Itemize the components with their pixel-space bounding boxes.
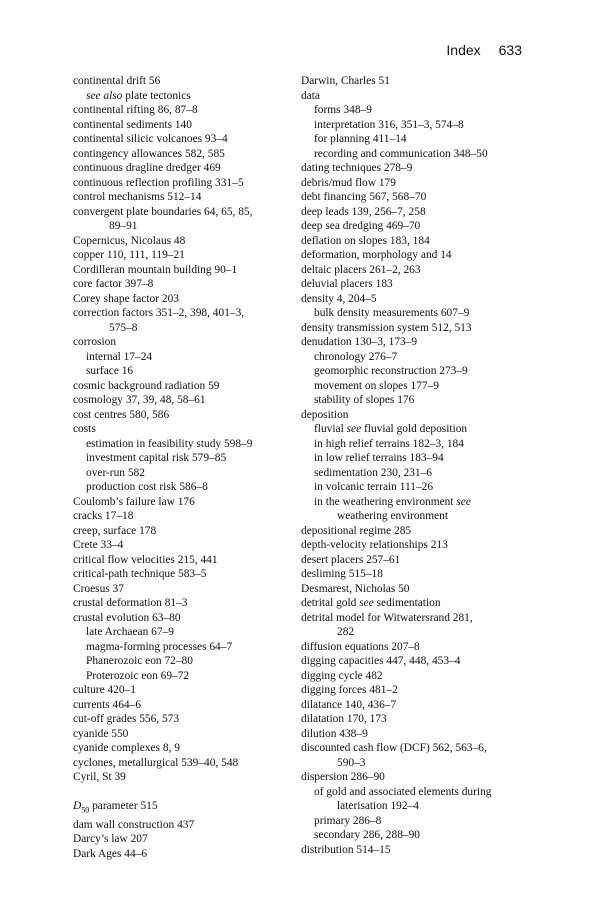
index-subentry: in high relief terrains 182–3, 184: [314, 437, 464, 450]
index-entry-continuation: weathering environment: [337, 510, 449, 522]
index-subentry: secondary 286, 288–90: [314, 829, 420, 841]
index-entry: cosmic background radiation 59: [73, 379, 220, 392]
index-entry: deflation on slopes 183, 184: [301, 234, 430, 247]
index-entry: diffusion equations 207–8: [301, 640, 420, 653]
index-entry: continental silicic volcanoes 93–4: [73, 133, 228, 145]
index-subentry: over-run 582: [86, 466, 145, 479]
index-entry: Dark Ages 44–6: [73, 847, 148, 860]
index-subentry: Phanerozoic eon 72–80: [86, 655, 193, 667]
index-entry: dilution 438–9: [301, 727, 368, 740]
index-entry: corrosion: [73, 336, 117, 348]
index-entry: control mechanisms 512–14: [73, 191, 202, 203]
running-header-title: Index: [446, 42, 481, 58]
index-subentry: see also plate tectonics: [86, 89, 191, 102]
index-entry-continuation: laterisation 192–4: [337, 800, 419, 812]
index-entry: contingency allowances 582, 585: [73, 147, 225, 160]
page-number: 633: [498, 42, 522, 58]
index-subentry: Proterozoic eon 69–72: [86, 669, 190, 682]
index-entry: deformation, morphology and 14: [301, 249, 452, 261]
index-entry: continuous dragline dredger 469: [73, 162, 221, 174]
index-entry: dilatation 170, 173: [301, 713, 387, 725]
index-entry: costs: [73, 423, 96, 435]
index-entry: dilatance 140, 436–7: [301, 698, 397, 711]
letter-group-gap: [73, 785, 305, 800]
index-subentry: in volcanic terrain 111–26: [314, 481, 434, 493]
index-entry: denudation 130–3, 173–9: [301, 336, 418, 348]
index-entry: Darcy’s law 207: [73, 833, 148, 846]
index-entry-continuation: 590–3: [337, 756, 366, 769]
index-entry: Cordilleran mountain building 90–1: [73, 263, 238, 276]
index-entry: dating techniques 278–9: [301, 162, 413, 174]
index-entry: convergent plate boundaries 64, 65, 85,: [73, 205, 253, 218]
index-entry: depositional regime 285: [301, 524, 412, 537]
index-entry-continuation: 575–8: [109, 321, 138, 334]
index-subentry: geomorphic reconstruction 273–9: [314, 365, 468, 377]
index-entry: deltaic placers 261–2, 263: [301, 263, 421, 276]
index-entry: dam wall construction 437: [73, 818, 195, 831]
index-subentry: movement on slopes 177–9: [314, 379, 439, 392]
index-entry: deep leads 139, 256–7, 258: [301, 205, 426, 218]
index-entry: distribution 514–15: [301, 843, 391, 856]
index-entry: copper 110, 111, 119–21: [73, 249, 185, 261]
index-entry: desliming 515–18: [301, 568, 383, 580]
index-subentry: interpretation 316, 351–3, 574–8: [314, 118, 464, 131]
index-entry-continuation: 282: [337, 626, 355, 638]
index-entry: crustal deformation 81–3: [73, 597, 188, 609]
index-entry: Coulomb’s failure law 176: [73, 495, 195, 508]
index-subentry: internal 17–24: [86, 350, 153, 363]
index-subentry: for planning 411–14: [314, 133, 407, 145]
index-entry: cosmology 37, 39, 48, 58–61: [73, 394, 206, 406]
index-entry: culture 420–1: [73, 684, 136, 696]
index-entry: continental sediments 140: [73, 118, 192, 131]
index-entry: Darwin, Charles 51: [301, 75, 390, 87]
index-entry: density 4, 204–5: [301, 292, 377, 305]
index-entry: creep, surface 178: [73, 524, 157, 537]
index-entry: digging cycle 482: [301, 669, 383, 682]
index-entry: density transmission system 512, 513: [301, 321, 472, 334]
index-entry: cracks 17–18: [73, 510, 134, 522]
index-entry: deep sea dredging 469–70: [301, 220, 421, 232]
index-entry: digging forces 481–2: [301, 684, 398, 696]
index-subentry: production cost risk 586–8: [86, 481, 208, 493]
index-entry: discounted cash flow (DCF) 562, 563–6,: [301, 742, 487, 754]
index-entry: desert placers 257–61: [301, 553, 401, 566]
index-entry: Desmarest, Nicholas 50: [301, 582, 410, 595]
index-entry: $D_{50}$ parameter 515: [73, 800, 158, 815]
index-subentry: bulk density measurements 607–9: [314, 307, 470, 319]
index-column-right: [301, 74, 533, 857]
running-header: [446, 42, 522, 58]
index-entry: detrital model for Witwatersrand 281,: [301, 611, 473, 624]
index-subentry: estimation in feasibility study 598–9: [86, 437, 253, 450]
index-entry: Corey shape factor 203: [73, 292, 179, 305]
index-entry: Cyril, St 39: [73, 771, 126, 783]
index-entry: digging capacities 447, 448, 453–4: [301, 655, 461, 667]
index-column-left: [73, 74, 305, 861]
index-entry: correction factors 351–2, 398, 401–3,: [73, 307, 245, 319]
index-entry: critical-path technique 583–5: [73, 568, 207, 580]
index-entry: deposition: [301, 408, 349, 421]
index-entry: detrital gold see sedimentation: [301, 597, 441, 609]
index-entry: crustal evolution 63–80: [73, 611, 181, 624]
index-entry: continental drift 56: [73, 75, 161, 87]
index-entry: critical flow velocities 215, 441: [73, 553, 218, 566]
index-entry: cut-off grades 556, 573: [73, 713, 180, 725]
index-entry: currents 464–6: [73, 698, 142, 711]
index-entry: depth-velocity relationships 213: [301, 539, 448, 551]
index-entry: debt financing 567, 568–70: [301, 191, 427, 203]
index-entry: cyanide complexes 8, 9: [73, 742, 180, 754]
index-subentry: sedimentation 230, 231–6: [314, 466, 433, 479]
index-subentry: in low relief terrains 183–94: [314, 452, 444, 464]
index-entry: cyclones, metallurgical 539–40, 548: [73, 756, 239, 769]
index-entry: Croesus 37: [73, 582, 124, 595]
index-subentry: investment capital risk 579–85: [86, 452, 227, 464]
index-entry: data: [301, 89, 320, 102]
index-entry: dispersion 286–90: [301, 771, 385, 783]
index-entry: cost centres 580, 586: [73, 408, 170, 421]
index-subentry: primary 286–8: [314, 814, 382, 827]
index-entry: deluvial placers 183: [301, 278, 393, 290]
index-entry-continuation: 89–91: [109, 220, 138, 232]
index-subentry: of gold and associated elements during: [314, 785, 492, 798]
index-subentry: late Archaean 67–9: [86, 626, 174, 638]
index-entry: core factor 397–8: [73, 278, 154, 290]
index-entry: continuous reflection profiling 331–5: [73, 176, 244, 189]
index-subentry: forms 348–9: [314, 104, 372, 116]
index-subentry: chronology 276–7: [314, 350, 398, 363]
index-entry: Crete 33–4: [73, 539, 124, 551]
index-subentry: magma-forming processes 64–7: [86, 640, 233, 653]
index-subentry: surface 16: [86, 365, 134, 377]
index-entry: cyanide 550: [73, 727, 129, 740]
index-subentry: in the weathering environment see: [314, 495, 471, 508]
index-entry: continental rifting 86, 87–8: [73, 104, 198, 116]
index-entry: Copernicus, Nicolaus 48: [73, 234, 186, 247]
index-subentry: fluvial see fluvial gold deposition: [314, 423, 468, 435]
index-subentry: recording and communication 348–50: [314, 147, 488, 160]
index-subentry: stability of slopes 176: [314, 394, 415, 406]
index-entry: debris/mud flow 179: [301, 176, 396, 189]
